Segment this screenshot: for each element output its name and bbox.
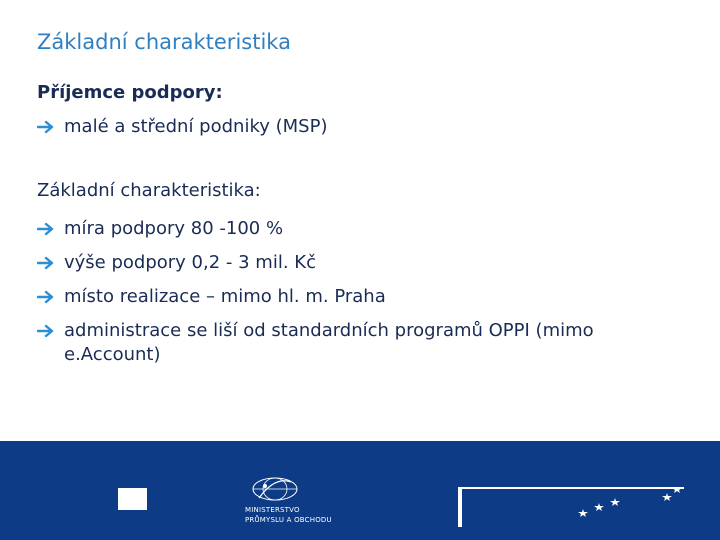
- slide-title: Základní charakteristika: [37, 30, 291, 54]
- list-item: [37, 217, 684, 241]
- list-item: [37, 251, 684, 275]
- eu-logo-bar: [458, 487, 462, 527]
- list-item-text: místo realizace – mimo hl. m. Praha: [64, 286, 386, 307]
- eu-stars-icon: [570, 489, 690, 529]
- list-item-text: malé a střední podniky (MSP): [64, 116, 328, 137]
- recipients-list: [37, 115, 684, 149]
- list-item: [37, 319, 684, 367]
- arrow-right-icon: [37, 120, 55, 134]
- characteristics-list: [37, 217, 684, 367]
- arrow-right-icon: [37, 256, 55, 270]
- list-item-text: míra podpory 80 -100 %: [64, 218, 284, 239]
- arrow-right-icon: [37, 222, 55, 236]
- characteristics-heading: Základní charakteristika:: [37, 180, 261, 201]
- flag-icon: [118, 488, 147, 510]
- globe-icon: [245, 474, 305, 502]
- arrow-right-icon: [37, 324, 55, 338]
- logo-text-line1: MINISTERSTVO: [245, 506, 300, 514]
- list-item-text: administrace se liší od standardních programů OPPI (mimo e.Account): [64, 320, 594, 365]
- list-item-text: výše podpory 0,2 - 3 mil. Kč: [64, 252, 316, 273]
- ministry-logo: [245, 474, 365, 534]
- arrow-right-icon: [37, 290, 55, 304]
- list-item: [37, 115, 684, 139]
- list-item: [37, 285, 684, 309]
- logo-text-line2: PRŮMYSLU A OBCHODU: [245, 516, 332, 524]
- recipients-heading: Příjemce podpory:: [37, 82, 223, 103]
- footer-bar: [0, 441, 720, 540]
